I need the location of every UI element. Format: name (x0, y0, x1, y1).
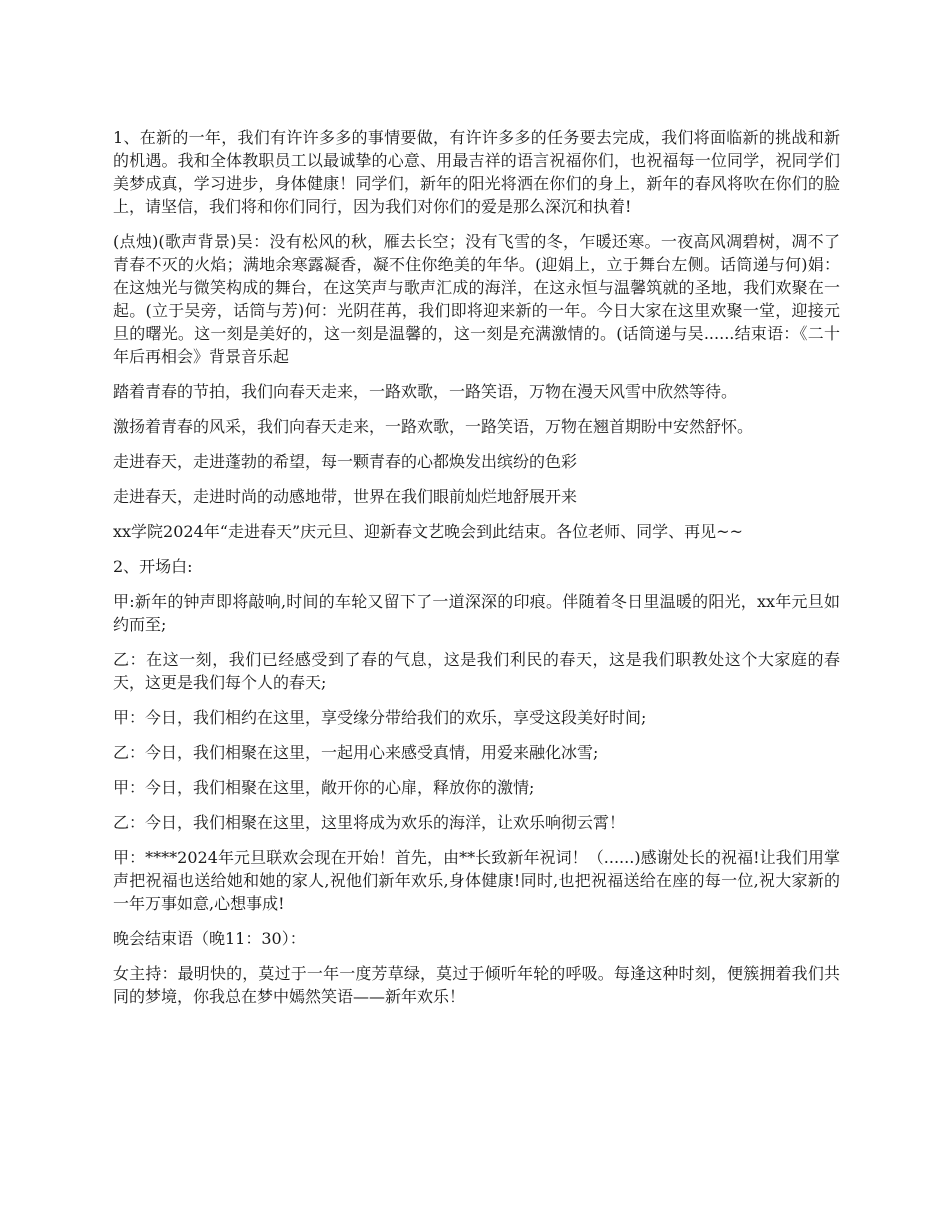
paragraph-host-b-1: 乙：在这一刻，我们已经感受到了春的气息，这是我们利民的春天，这是我们职教处这个大家庭的春天，这更是我们每个人的春天; (113, 650, 840, 692)
paragraph-candle-scene: (点烛)(歌声背景)吴：没有松风的秋，雁去长空；没有飞雪的冬，乍暖还寒。一夜高风凋碧树，凋不了青春不灭的火焰；满地余寒露凝香，凝不住你绝美的年华。(迎娟上，立于舞台左侧。话筒递与何)娟：在这烛光与微笑构成的舞台，在这笑声与歌声汇成的海洋，在这永恒与温馨筑就的圣地，我们欢聚在一起。(立于吴旁，话筒与芳)何：光阴荏苒，我们即将迎来新的一年。今日大家在这里欢聚一堂，迎接元旦的曙光。这一刻是美好的，这一刻是温馨的，这一刻是充满激情的。(话筒递与吴......结束语：《二十年后再相会》背景音乐起 (113, 232, 840, 366)
document-body (113, 126, 840, 1020)
section-heading-opening: 2、开场白: (113, 557, 193, 576)
paragraph-host-a-4: 甲：****2024年元旦联欢会现在开始！首先，由**长致新年祝词！（......)感谢处长的祝福!让我们用掌声把祝福也送给她和她的家人,祝他们新年欢乐,身体健康!同时,也把祝福送给在座的每一位,祝大家新的一年万事如意,心想事成! (113, 848, 840, 913)
paragraph-fashion-zone: 走进春天，走进时尚的动感地带，世界在我们眼前灿烂地舒展开来 (113, 487, 578, 506)
paragraph-host-a-3: 甲：今日，我们相聚在这里，敞开你的心扉，释放你的激情; (113, 778, 535, 797)
paragraph-gala-ending: xx学院2024年“走进春天”庆元旦、迎新春文艺晚会到此结束。各位老师、同学、再见~~ (113, 522, 743, 541)
paragraph-female-host: 女主持：最明快的，莫过于一年一度芳草绿，莫过于倾听年轮的呼吸。每逢这种时刻，便簇拥着我们共同的梦境，你我总在梦中嫣然笑语——新年欢乐！ (113, 964, 840, 1006)
paragraph-intro-blessing: 1、在新的一年，我们有许许多多的事情要做，有许许多多的任务要去完成，我们将面临新的挑战和新的机遇。我和全体教职员工以最诚挚的心意、用最吉祥的语言祝福你们，也祝福每一位同学，祝同学们美梦成真，学习进步，身体健康！同学们，新年的阳光将洒在你们的身上，新年的春风将吹在你们的脸上，请坚信，我们将和你们同行，因为我们对你们的爱是那么深沉和执着! (113, 128, 840, 216)
paragraph-host-b-3: 乙：今日，我们相聚在这里，这里将成为欢乐的海洋，让欢乐响彻云霄！ (113, 813, 626, 832)
paragraph-host-b-2: 乙：今日，我们相聚在这里，一起用心来感受真情，用爱来融化冰雪; (113, 743, 599, 762)
paragraph-spring-rhythm: 踏着青春的节拍，我们向春天走来，一路欢歌，一路笑语，万物在漫天风雪中欣然等待。 (113, 382, 738, 401)
paragraph-host-a-1: 甲:新年的钟声即将敲响,时间的车轮又留下了一道深深的印痕。伴随着冬日里温暖的阳光，xx年元旦如约而至; (113, 592, 840, 634)
paragraph-spring-style: 激扬着青春的风采，我们向春天走来，一路欢歌，一路笑语，万物在翘首期盼中安然舒怀。 (113, 417, 754, 436)
section-heading-closing: 晚会结束语（晚11：30）： (113, 929, 306, 948)
paragraph-host-a-2: 甲：今日，我们相约在这里，享受缘分带给我们的欢乐，享受这段美好时间; (113, 708, 647, 727)
paragraph-hope: 走进春天，走进蓬勃的希望，每一颗青春的心都焕发出缤纷的色彩 (113, 452, 578, 471)
